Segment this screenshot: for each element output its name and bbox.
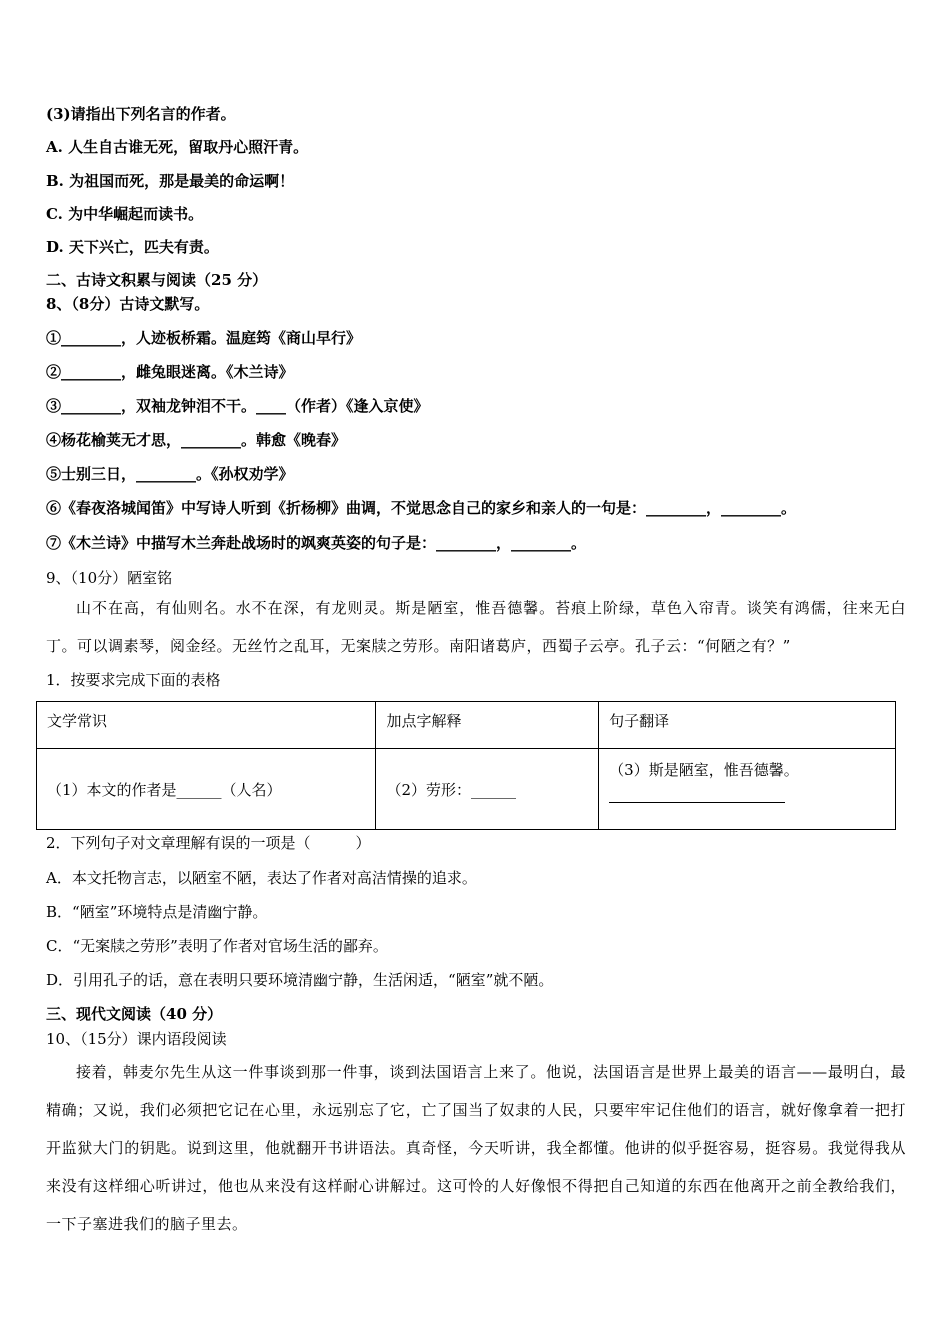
- quote-a: A. 人生自古谁无死，留取丹心照汗青。: [46, 138, 309, 156]
- quote-b: B. 为祖国而死，那是最美的命运啊！: [46, 172, 295, 190]
- q8-item-6: ⑥《春夜洛城闻笛》中写诗人听到《折杨柳》曲调，不觉思念自己的家乡和亲人的一句是：________，________。: [46, 499, 797, 517]
- answer-table: [36, 701, 896, 830]
- q8-item-5: ⑤士别三日，________。《孙权劝学》: [46, 465, 294, 483]
- q10-title: 10、（15分）课内语段阅读: [46, 1030, 227, 1048]
- q9-option-b: B．“陋室”环境特点是清幽宁静。: [46, 903, 268, 921]
- q8-item-2: ②________，雌兔眼迷离。《木兰诗》: [46, 363, 294, 381]
- table-header-row: [37, 702, 896, 749]
- quote-c: C. 为中华崛起而读书。: [46, 205, 204, 223]
- table-cell-author: [37, 749, 376, 830]
- q9-option-d: D．引用孔子的话，意在表明只要环境清幽宁静，生活闲适，“陋室”就不陋。: [46, 971, 554, 989]
- q8-item-7: ⑦《木兰诗》中描写木兰奔赴战场时的飒爽英姿的句子是：________，________。: [46, 534, 587, 552]
- q9-sub1: 1．按要求完成下面的表格: [46, 671, 221, 689]
- q9-sub2: 2．下列句子对文章理解有误的一项是（ ）: [46, 834, 371, 852]
- answer-underline: [609, 786, 785, 803]
- table-row: [37, 749, 896, 830]
- author-question: （1）本文的作者是______（人名）: [47, 780, 282, 799]
- section2-heading: 二、古诗文积累与阅读（25 分）: [46, 271, 268, 289]
- q8-item-3: ③________，双袖龙钟泪不干。____（作者）《逢入京使》: [46, 397, 429, 415]
- translation-question: （3）斯是陋室，惟吾德馨。: [609, 761, 799, 779]
- q9-option-a: A．本文托物言志，以陋室不陋，表达了作者对高洁情操的追求。: [46, 869, 477, 887]
- q8-title: 8、（8分）古诗文默写。: [46, 295, 210, 313]
- table-cell-translation: [599, 749, 896, 830]
- table-header-word-explain: 加点字解释: [376, 702, 599, 749]
- table-header-translation: 句子翻译: [599, 702, 896, 749]
- quote-d: D. 天下兴亡，匹夫有责。: [46, 238, 219, 256]
- table-header-literature: 文学常识: [37, 702, 376, 749]
- q3-title: (3)请指出下列名言的作者。: [46, 105, 236, 123]
- section3-heading: 三、现代文阅读（40 分）: [46, 1005, 223, 1023]
- q8-item-1: ①________，人迹板桥霜。温庭筠《商山早行》: [46, 329, 362, 347]
- q9-option-c: C．“无案牍之劳形”表明了作者对官场生活的鄙弃。: [46, 937, 388, 955]
- q10-passage: 接着，韩麦尔先生从这一件事谈到那一件事，谈到法国语言上来了。他说，法国语言是世界上最美的语言——最明白，最精确；又说，我们必须把它记在心里，永远别忘了它，亡了国当了奴隶的人民，只要牢牢记住他们的语言，就好像拿着一把打开监狱大门的钥匙。说到这里，他就翻开书讲语法。真奇怪，今天听讲，我全都懂。他讲的似乎挺容易，挺容易。我觉得我从来没有这样细心听讲过，他也从来没有这样耐心讲解过。这可怜的人好像恨不得把自己知道的东西在他离开之前全教给我们，一下子塞进我们的脑子里去。: [46, 1063, 906, 1233]
- q9-passage: 山不在高，有仙则名。水不在深，有龙则灵。斯是陋室，惟吾德馨。苔痕上阶绿，草色入帘青。谈笑有鸿儒，往来无白丁。可以调素琴，阅金经。无丝竹之乱耳，无案牍之劳形。南阳诸葛庐，西蜀子云亭。孔子云：“何陋之有？”: [46, 599, 906, 655]
- q9-title: 9、（10分）陋室铭: [46, 569, 173, 587]
- laoxing-question: （2）劳形：______: [386, 780, 517, 799]
- table-cell-laoxing: [376, 749, 599, 830]
- q8-item-4: ④杨花榆荚无才思，________。韩愈《晚春》: [46, 431, 347, 449]
